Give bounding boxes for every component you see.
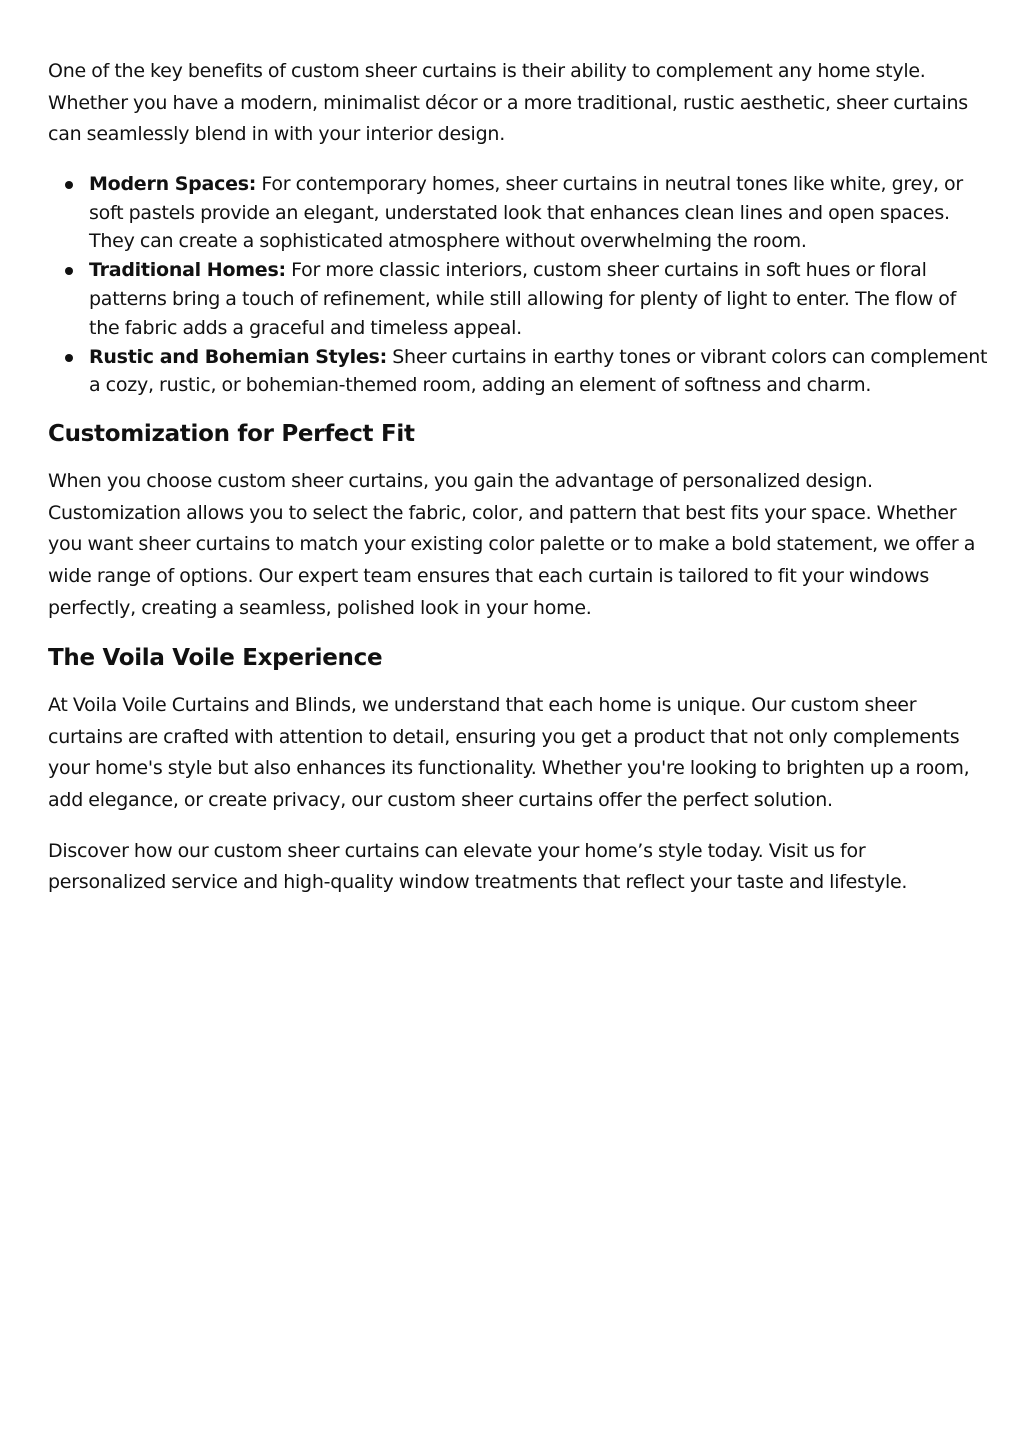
list-item-text: For more classic interiors, custom sheer curtains in soft hues or floral patterns bring a touch of refinement, while still allowing for plenty of light to enter. The flow of the fabric adds a graceful and timeless appeal.	[89, 259, 957, 339]
bullet-icon	[65, 181, 73, 189]
bullet-icon	[65, 267, 73, 275]
document-page	[48, 56, 988, 918]
experience-paragraph: At Voila Voile Curtains and Blinds, we understand that each home is unique. Our custom sheer curtains are crafted with attention to detail, ensuring you get a product that not only complements your home's style but also enhances its functionality. Whether you're looking to brighten up a room, add elegance, or create privacy, our custom sheer curtains offer the perfect solution.	[48, 694, 970, 811]
list-item-traditional-homes	[89, 256, 988, 342]
customization-paragraph: When you choose custom sheer curtains, you gain the advantage of personalized design. Customization allows you to select the fabric, color, and pattern that best fits your space. Whether you want sheer curtains to match your existing color palette or to make a bold statement, we offer a wide range of options. Our expert team ensures that each curtain is tailored to fit your windows perfectly, creating a seamless, polished look in your home.	[48, 470, 976, 619]
list-item-label: Rustic and Bohemian Styles:	[89, 345, 387, 368]
list-item-text: For contemporary homes, sheer curtains in neutral tones like white, grey, or soft pastels provide an elegant, understated look that enhances clean lines and open spaces. They can create a sophisticated atmosphere without overwhelming the room.	[89, 172, 963, 253]
bullet-icon	[65, 354, 73, 362]
style-list	[48, 170, 988, 400]
list-item-label: Modern Spaces:	[89, 172, 257, 195]
intro-paragraph: One of the key benefits of custom sheer curtains is their ability to complement any home style. Whether you have a modern, minimalist décor or a more traditional, rustic aesthetic, sheer curtains can seamlessly blend in with your interior design.	[48, 60, 968, 146]
list-item-label: Traditional Homes:	[89, 259, 286, 282]
list-item-rustic-bohemian	[89, 343, 988, 401]
customization-heading: Customization for Perfect Fit	[48, 421, 415, 448]
list-item-modern-spaces	[89, 170, 988, 256]
experience-heading: The Voila Voile Experience	[48, 645, 383, 672]
closing-paragraph: Discover how our custom sheer curtains can elevate your home’s style today. Visit us for personalized service and high-quality window treatments that reflect your taste and lifestyle.	[48, 839, 908, 894]
list-item-text: Sheer curtains in earthy tones or vibrant colors can complement a cozy, rustic, or bohemian-themed room, adding an element of softness and charm.	[89, 345, 988, 397]
